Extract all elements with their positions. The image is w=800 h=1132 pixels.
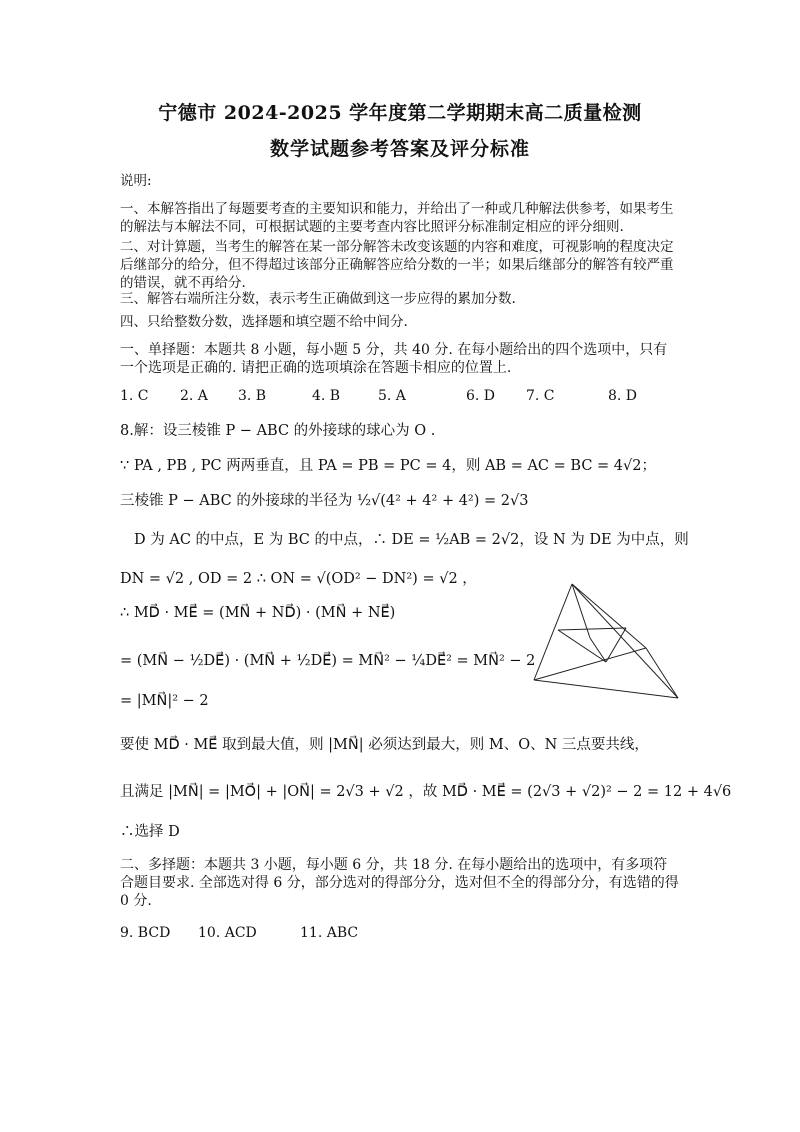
section-top-edge — [558, 628, 626, 630]
intro-item-4: 四、只给整数分数，选择题和填空题不给中间分. — [120, 314, 408, 330]
section2-heading: 二、多择题：本题共 3 小题，每小题 6 分，共 18 分. 在每小题给出的选项中，有多项符合题目要求. 全部选对得 6 分，部分选对的得部分分，选对但不全的得部分分，有选错的得 0 分. — [120, 857, 679, 909]
page-title: 宁德市 2024-2025 学年度第二学期期末高二质量检测 — [158, 102, 642, 124]
q8-line-4: D 为 AC 的中点，E 为 BC 的中点，∴ DE = ½AB = 2√2，设 N 为 DE 为中点，则 — [134, 532, 689, 548]
answer-2: 2. A — [180, 388, 208, 404]
answer-7: 7. C — [526, 388, 555, 404]
q8-line-10: 且满足 |MN⃗| = |MO⃗| + |ON⃗| = 2√3 + √2 ，故 MD⃗ · ME⃗ = (2√3 + √2)² − 2 = 12 + 4√6 — [120, 784, 732, 800]
answer-3: 3. B — [238, 388, 267, 404]
q8-line-6: ∴ MD⃗ · ME⃗ = (MN⃗ + ND⃗) · (MN⃗ + NE⃗) — [120, 605, 396, 621]
edge-left-bottom — [534, 680, 678, 698]
answer-6: 6. D — [466, 388, 496, 404]
edge-apex-left — [534, 584, 572, 680]
answer-10: 10. ACD — [198, 925, 257, 941]
answer-11: 11. ABC — [300, 925, 359, 941]
edge-right-bottom — [646, 648, 678, 698]
edge-apex-bottom — [572, 584, 678, 698]
section1-heading: 一、单择题：本题共 8 小题，每小题 5 分，共 40 分. 在每小题给出的四个选项中，只有一个选项是正确的. 请把正确的选项填涂在答题卡相应的位置上. — [120, 342, 668, 376]
q8-line-9: 要使 MD⃗ · ME⃗ 取到最大值，则 |MN⃗| 必须达到最大，则 M、O、N 三点要共线， — [120, 737, 649, 753]
answer-5: 5. A — [378, 388, 406, 404]
q8-line-2: ∵ PA , PB , PC 两两垂直，且 PA = PB = PC = 4，则 AB = AC = BC = 4√2； — [120, 458, 656, 474]
tetrahedron-figure — [528, 578, 688, 703]
q8-line-8: = |MN⃗|² − 2 — [120, 693, 209, 709]
page-subtitle: 数学试题参考答案及评分标准 — [269, 138, 530, 160]
q8-line-1: 8.解：设三棱锥 P − ABC 的外接球的球心为 O . — [120, 423, 436, 439]
answer-1: 1. C — [120, 388, 149, 404]
q8-line-11: ∴选择 D — [120, 824, 180, 840]
answer-9: 9. BCD — [120, 925, 171, 941]
intro-item-3: 三、解答右端所注分数，表示考生正确做到这一步应得的累加分数. — [120, 291, 516, 307]
q8-line-7: = (MN⃗ − ½DE⃗) · (MN⃗ + ½DE⃗) = MN⃗² − ¼DE⃗² = MN⃗² − 2 — [120, 653, 536, 669]
section-left-edge — [558, 630, 606, 662]
center-line-2 — [590, 638, 606, 662]
q8-line-5: DN = √2 , OD = 2 ∴ ON = √(OD² − DN²) = √2 ， — [120, 571, 477, 587]
answer-8: 8. D — [608, 388, 638, 404]
intro-heading: 说明: — [120, 173, 152, 189]
intro-item-1: 一、本解答指出了每题要考查的主要知识和能力，并给出了一种或几种解法供参考，如果考生的解法与本解法不同，可根据试题的主要考查内容比照评分标准制定相应的评分细则. — [120, 201, 674, 235]
intro-item-2: 二、对计算题，当考生的解答在某一部分解答未改变该题的内容和难度，可视影响的程度决定后继部分的给分，但不得超过该部分正确解答应给分数的一半；如果后继部分的解答有较严重的错误，就不再给分. — [120, 239, 674, 291]
answer-4: 4. B — [312, 388, 341, 404]
q8-line-3: 三棱锥 P − ABC 的外接球的半径为 ½√(4² + 4² + 4²) = 2√3 — [120, 493, 529, 509]
edge-left-right — [534, 648, 646, 680]
